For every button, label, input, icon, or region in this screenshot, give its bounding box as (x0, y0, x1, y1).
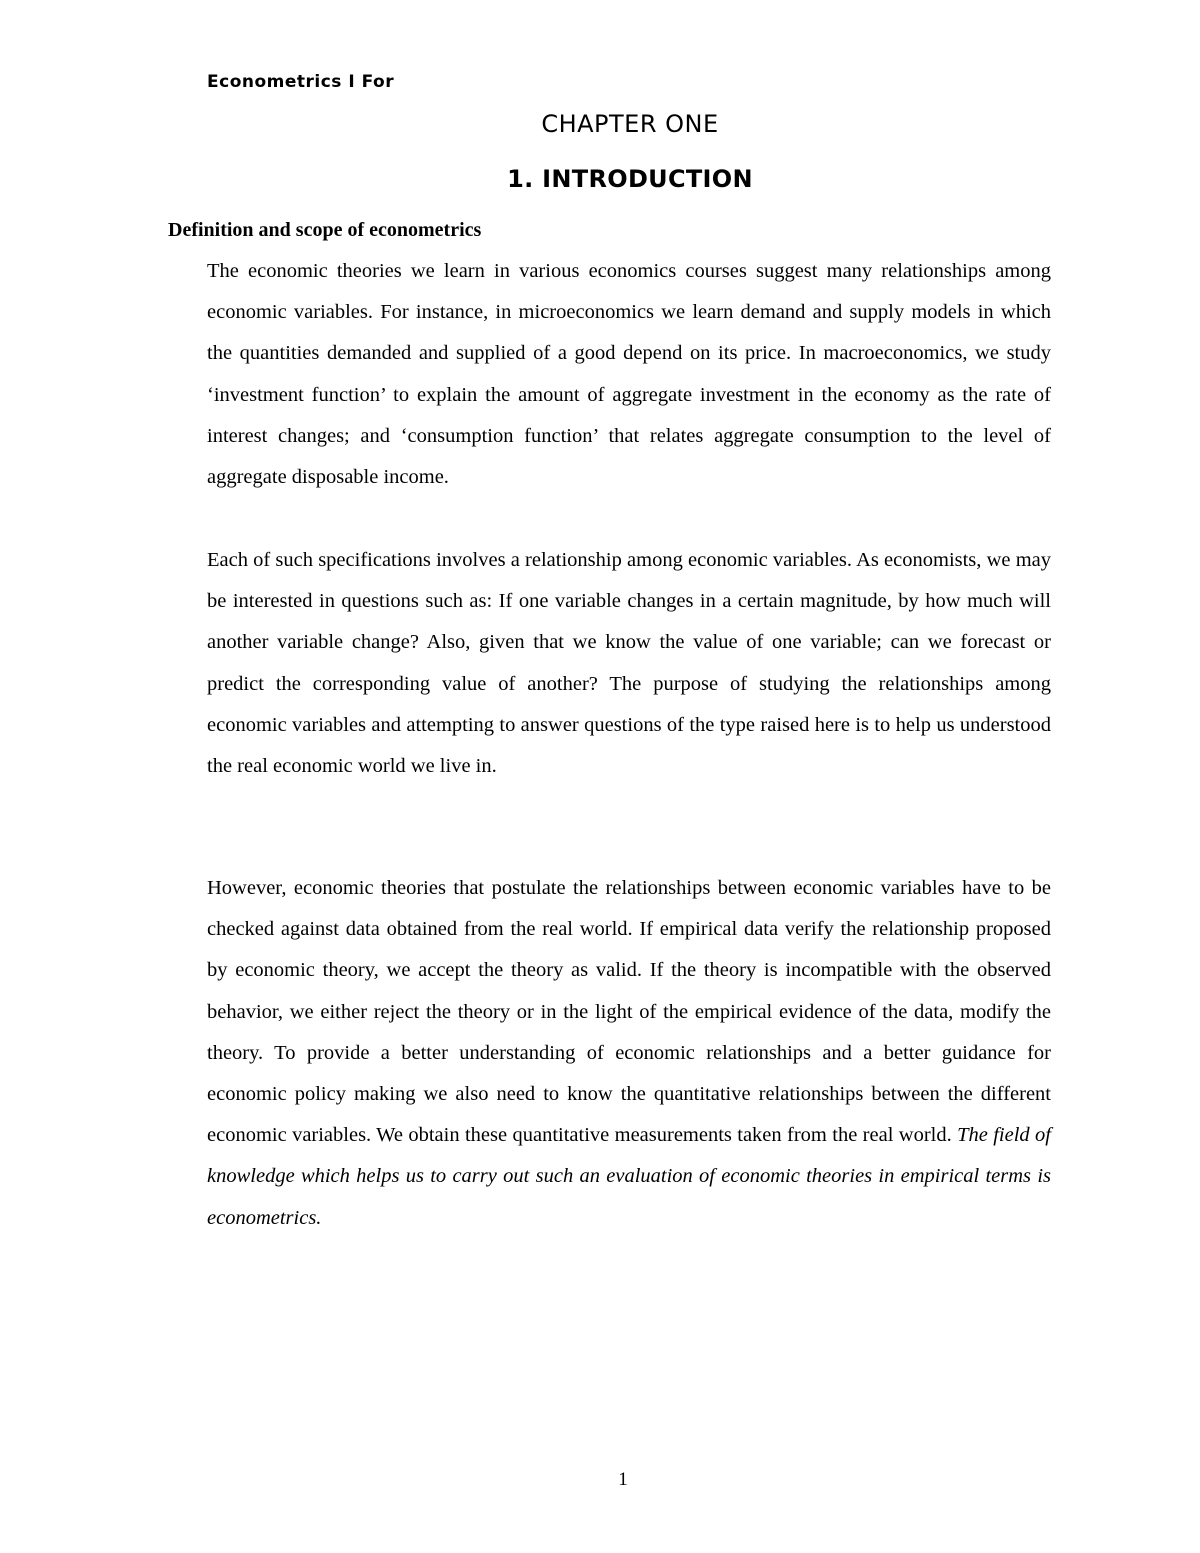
page-number: 1 (618, 1469, 628, 1490)
running-header: Econometrics I For (207, 72, 395, 92)
definition-emphasis: The field of knowledge which helps us to carry out such an evaluation of economic theories in empirical terms is econometrics. (207, 1124, 1051, 1229)
chapter-title: CHAPTER ONE (541, 110, 719, 138)
body-paragraph-3 (207, 868, 1051, 1239)
body-paragraph-2: Each of such specifications involves a relationship among economic variables. As economists, we may be interested in questions such as: If one variable changes in a certain magnitude, by how much will another variable change? Also, given that we know the value of one variable; can we forecast or predict the corresponding value of another? The purpose of studying the relationships among economic variables and attempting to answer questions of the type raised here is to help us understood the real economic world we live in. (207, 549, 1051, 778)
subsection-title: Definition and scope of econometrics (168, 219, 482, 241)
section-title: 1. INTRODUCTION (507, 165, 753, 193)
body-paragraph-3-text: However, economic theories that postulate the relationships between economic variables have to be checked against data obtained from the real world. If empirical data verify the relationship proposed by economic theory, we accept the theory as valid. If the theory is incompatible with the observed behavior, we either reject the theory or in the light of the empirical evidence of the data, modify the theory. To provide a better understanding of economic relationships and a better guidance for economic policy making we also need to know the quantitative relationships between the different economic variables. We obtain these quantitative measurements taken from the real world. (207, 877, 1051, 1147)
body-paragraph-1: The economic theories we learn in various economics courses suggest many relationships among economic variables. For instance, in microeconomics we learn demand and supply models in which the quantities demanded and supplied of a good depend on its price. In macroeconomics, we study ‘investment function’ to explain the amount of aggregate investment in the economy as the rate of interest changes; and ‘consumption function’ that relates aggregate consumption to the level of aggregate disposable income. (207, 260, 1051, 489)
